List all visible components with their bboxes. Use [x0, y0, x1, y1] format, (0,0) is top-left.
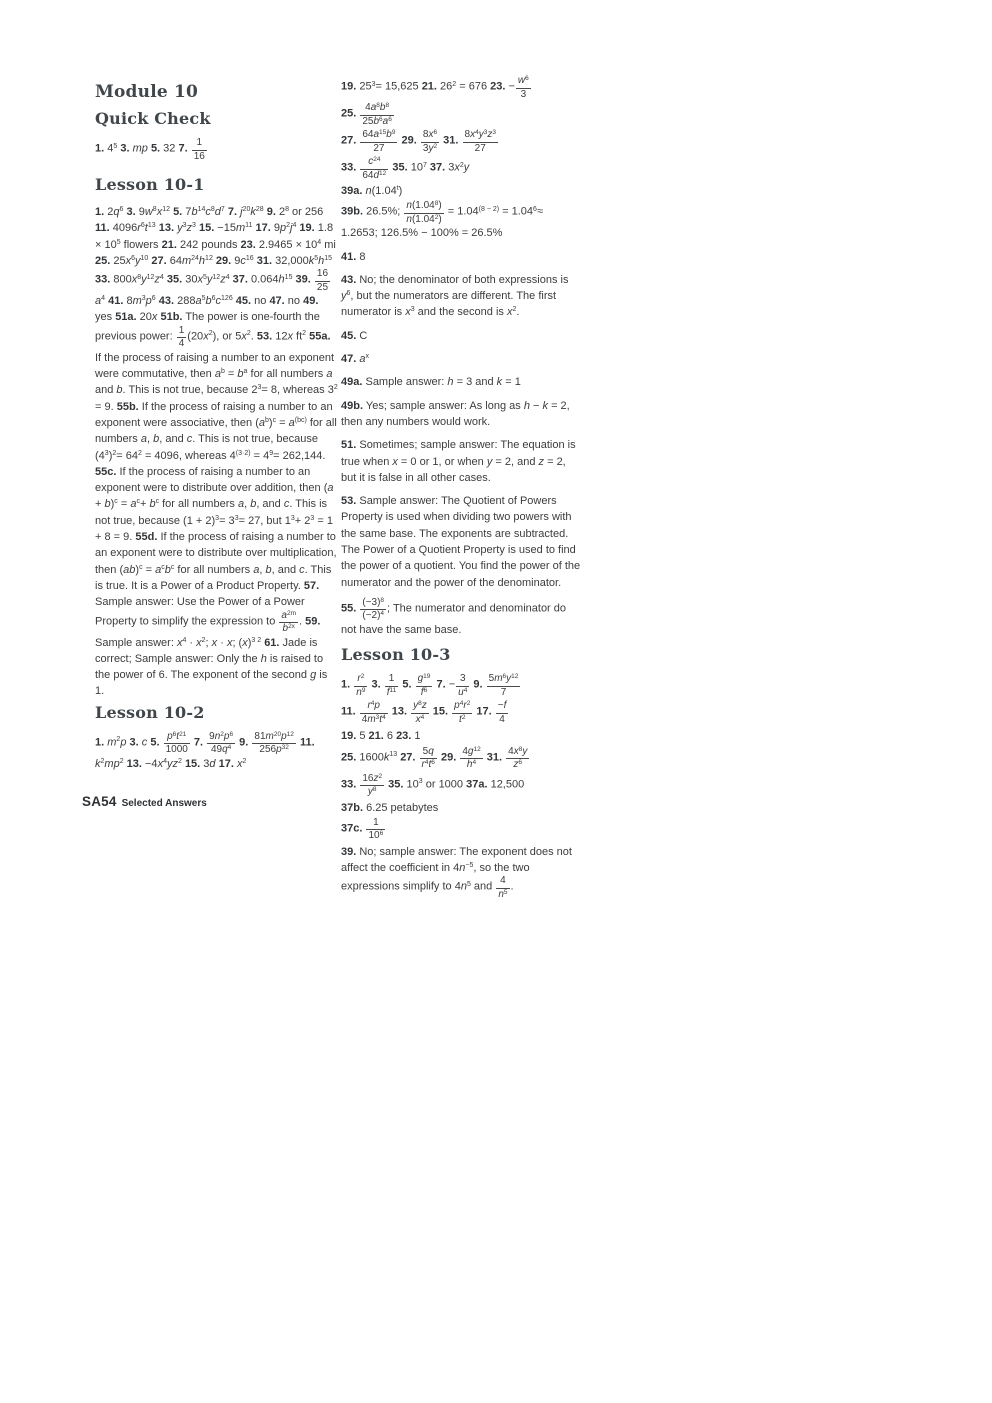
lesson-10-3-title: Lesson 10-3 [341, 645, 451, 665]
lesson-10-2-answers: 1. $m^2p$ 3. c 5. $\frac{p^6t^{21}}{1000}$ 7. $\frac{9n^2p^6}{49q^4}$ 9. $\frac{81m^{20}p^{12}}{256p^{32}}$ 11. $k^2mp^2$ 13. $-4x^4yz^2$ 15. 3d 17. $x^2$ [95, 730, 315, 770]
answer-43: 43. No; the denominator of both expressions is $y^6$, but the numerators are different. The first numerator is $x^3$ and the second is $x^2$. [341, 273, 569, 319]
lesson-10-1-title: Lesson 10-1 [95, 175, 205, 194]
answer-41: 41. 8 [341, 250, 366, 263]
quick-check-answers: 1. $4^5$ 3. mp 5. 32 7. $\frac{1}{16}$ [95, 137, 205, 162]
answer-53: 53. Sample answer: The Quotient of Powers Property is used when dividing two powers with the same base. The exponents are subtracted. The Power of a Quotient Property is used to find the power of a quotient. You find the power of the numerator and the power of the denominator. [341, 495, 581, 589]
answer-47: 47. $a^x$ [341, 353, 369, 366]
module-title: Module 10 [95, 82, 199, 102]
answer-l3-39: 39. No; sample answer: The exponent does not affect the coefficient in $4n^{-5}$, so the two expressions simplify to $4n^5$ and $\frac{4}{n^5}$ . [341, 845, 572, 900]
answer-l3-19-23: 19. 5 21. 6 23. 1 [341, 730, 421, 743]
answer-39a: 39a. n(1.04$^t$) [341, 185, 403, 197]
answer-55: 55. $\frac{(-3)^8}{(-2)^4}$ ; The numerator and denominator do not have the same base. [341, 596, 567, 636]
answer-45: 45. C [341, 329, 368, 342]
answer-51: 51. Sometimes; sample answer: The equation is true when x = 0 or 1, or when y = 2, and z = 2, but it is false in all other cases. [341, 439, 576, 484]
answer-25: 25. $\frac{4a^8b^8}{25b^6a^6}$ [341, 102, 392, 127]
answer-33-37: 33. $\frac{c^{24}}{64d^{12}}$ 35. $10^7$ 37. $3x^2y$ [341, 156, 470, 181]
answer-l3-25-31: 25. $1600k^{13}$ 27. $\frac{5q}{r^4t^6}$ 29. $\frac{4g^{12}}{h^4}$ 31. $\frac{4x^8y}{z^6}$ [341, 745, 528, 771]
answer-49a: 49a. Sample answer: h = 3 and k = 1 [341, 376, 521, 389]
page-number: SA54 [82, 794, 117, 809]
quick-check-title: Quick Check [95, 109, 211, 128]
answer-39b: 39b. 26.5%; $\frac{n(1.04^8)}{n(1.04^2)}$ = $1.04^{(8 - 2)} = 1.04^6\approx 1.2653$; 126.5% − 100% = 26.5% [341, 200, 543, 240]
footer-section-label: Selected Answers [121, 798, 207, 809]
page-footer [82, 793, 207, 811]
answer-l3-37b: 37b. 6.25 petabytes [341, 801, 439, 814]
right-column [341, 76, 581, 903]
left-column [95, 82, 338, 775]
answer-27-31: 27. $\frac{64a^{15}b^9}{27}$ 29. $\frac{8x^6}{3y^2}$ 31. $\frac{8x^4y^3z^3}{27}$ [341, 129, 496, 154]
answer-19-23: 19. $25^3= 15,625$ 21. $26^2 = 676$ 23. − $\frac{w^6}{3}$ [341, 75, 529, 100]
answer-l3-37c: 37c. $\frac{1}{10^6}$ [341, 816, 384, 842]
answer-l3-1-9: 1. $\frac{r^2}{n^9}$ 3. $\frac{1}{f^{11}}$ 5. $\frac{g^{19}}{f^6}$ 7. − $\frac{3}{u^4}$ 9. $\frac{5m^6y^{12}}{7}$ [341, 673, 519, 698]
answer-l3-11-17: 11. $\frac{r^4p}{4m^3t^4}$ 13. $\frac{y^8z}{x^4}$ 15. $\frac{p^4r^2}{t^2}$ 17. $\frac{-f}{4}$ [341, 700, 507, 725]
lesson-10-2-title: Lesson 10-2 [95, 702, 205, 722]
answer-l3-33-37a: 33. $\frac{16z^2}{y^8}$ 35. $10^3$ or 1000 37a. 12,500 [341, 772, 525, 798]
answer-49b: 49b. Yes; sample answer: As long as h − k = 2, then any numbers would work. [341, 399, 570, 428]
lesson-10-1-answers: 1. $2q^6$ 3. $9w^8x^{12}$ 5. $7b^{14}c^8d^7$ 7. $j^{20}k^{28}$ 9. $2^8$ or 256 11. $4096r^6t^{13}$ 13. $y^3z^3$ 15. $-15m^{11}$ 17. $9p^2j^4$ 19. $1.8 \times 10^5$ flowers 21. 242 pounds 23. $2.9465 \times 10^4$ mi 25. $25x^6y^{10}$ 27. $64m^{24}h^{12}$ 29. $9c^{16}$ 31. $32,000k^5h^{15}$ 33. $800x^8y^{12}z^4$ 35. $30x^5y^{12}z^4$ 37. $0.064h^{15}$ 39. $\frac{16}{25}$ $a^4$ 41. $8m^3p^6$ 43. $288a^5b^6c^{126}$ 45. no 47. no 49. yes 51a. 20x 51b. The power is one-fourth the previous power: $\frac{1}{4}$ $(20x^2)$, or $5x^2$. 53. 12x $ft^2$ 55a. If the process of raising a number to an exponent were commutative, then $a^b = b^a$ for all numbers a and b. This is not true, because $2^3= 8$, whereas $3^2 = 9$. 55b. If the process of raising a number to an exponent were associative, then $(a^b)^c = a^{(bc)}$ for all numbers a, b, and c. This is not true, because $(4^3)^2= 64^2 = 4096$, whereas $4^{(3\cdot 2)} = 4^9= 262,144$. 55c. If the process of raising a number to an exponent were to distribute over addition, then $(a + b)^c = a^c+ b^c$ for all numbers a, b, and c. This is not true, because $(1 + 2)^3= 3^3= 27$, but $1^3+ 2^3 = 1 + 8 = 9$. 55d. If the process of raising a number to an exponent were to distribute over multiplication, then $(ab)^c = a^cb^c$ for all numbers a, b, and c. This is true. It is a Power of a Product Property. 57. Sample answer: Use the Power of a Power Property to simplify the expression to $\frac{a^{2m}}{b^{2x}}$ . 59. Sample answer: $x^4 \cdot x^2$; x · x; $(x)^{3 2}$ 61. Jade is correct; Sample answer: Only the h is raised to the power of 6. The exponent of the second g is 1. [95, 206, 338, 698]
